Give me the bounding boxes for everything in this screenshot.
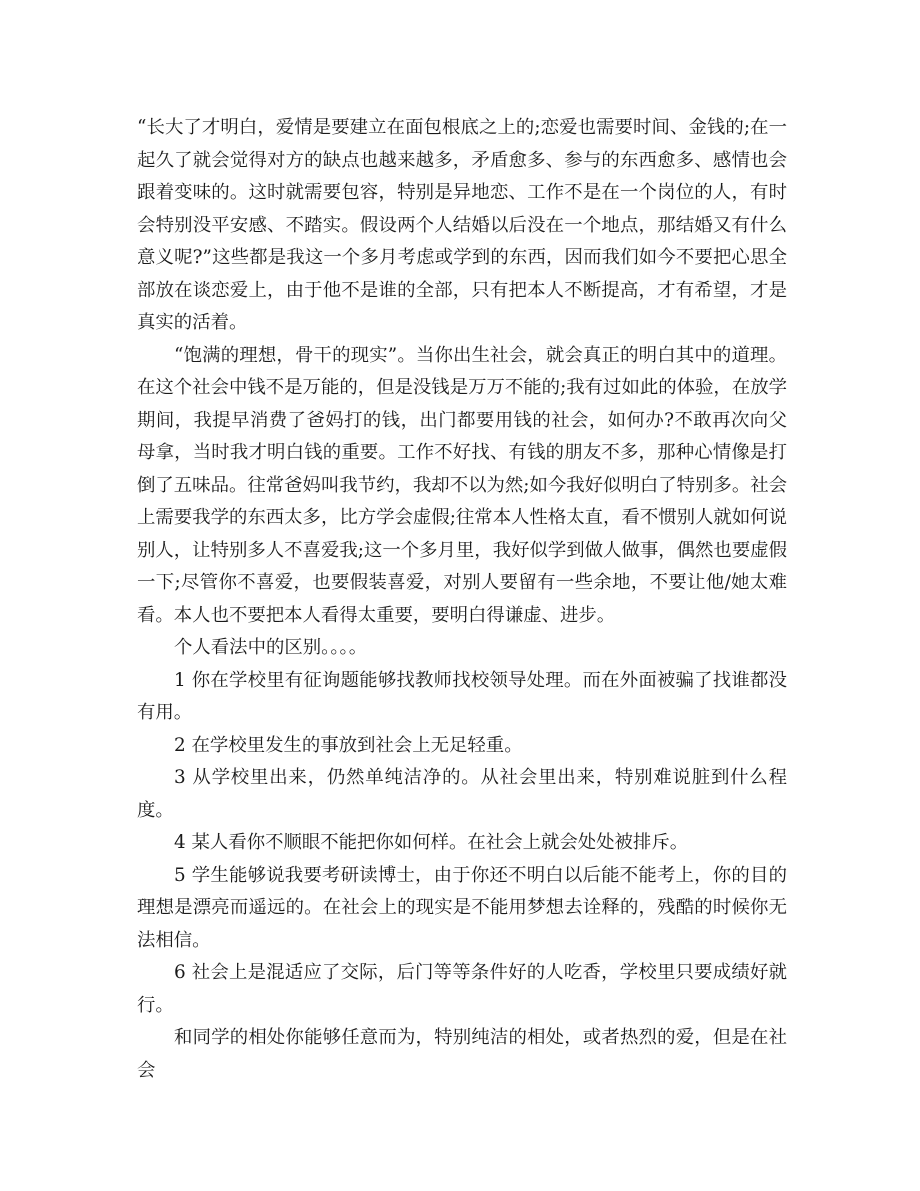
list-item-3: 3 从学校里出来，仍然单纯洁净的。从社会里出来，特别难说脏到什么程度。 bbox=[137, 767, 787, 821]
list-item-4: 4 某人看你不顺眼不能把你如何样。在社会上就会处处被排斥。 bbox=[174, 832, 689, 853]
document-body bbox=[137, 112, 787, 1087]
paragraph-differences-heading: 个人看法中的区别。。。。 bbox=[174, 637, 368, 658]
list-item-6: 6 社会上是混适应了交际，后门等等条件好的人吃香，学校里只要成绩好就行。 bbox=[137, 962, 787, 1016]
list-item-2: 2 在学校里发生的事放到社会上无足轻重。 bbox=[174, 734, 523, 756]
paragraph-classmates: 和同学的相处你能够任意而为，特别纯洁的相处，或者热烈的爱，但是在社会 bbox=[137, 1027, 787, 1081]
list-item-1: 1 你在学校里有征询题能够找教师找校领导处理。而在外面被骗了找谁都没有用。 bbox=[137, 669, 787, 723]
list-item-5: 5 学生能够说我要考研读博士，由于你还不明白以后能不能考上，你的目的理想是漂亮而遥远的。在社会上的现实是不能用梦想去诠释的，残酷的时候你无法相信。 bbox=[137, 864, 787, 951]
paragraph-ideal-reality: “饱满的理想，骨干的现实”。当你出生社会，就会真正的明白其中的道理。在这个社会中钱不是万能的，但是没钱是万万不能的;我有过如此的体验，在放学期间，我提早消费了爸妈打的钱，出门都要用钱的社会，如何办?不敢再次向父母拿，当时我才明白钱的重要。工作不好找、有钱的朋友不多，那种心情像是打倒了五味品。往常爸妈叫我节约，我却不以为然;如今我好似明白了特别多。社会上需要我学的东西太多，比方学会虚假;往常本人性格太直，看不惯别人就如何说别人，让特别多人不喜爱我;这一个多月里，我好似学到做人做事，偶然也要虚假一下;尽管你不喜爱，也要假装喜爱，对别人要留有一些余地，不要让他/她太难看。本人也不要把本人看得太重要，要明白得谦虚、进步。 bbox=[137, 344, 787, 626]
paragraph-love-reflection: “长大了才明白，爱情是要建立在面包根底之上的;恋爱也需要时间、金钱的;在一起久了就会觉得对方的缺点也越来越多，矛盾愈多、参与的东西愈多、感情也会跟着变味的。这时就需要包容，特别是异地恋、工作不是在一个岗位的人，有时会特别没平安感、不踏实。假设两个人结婚以后没在一个地点，那结婚又有什么意义呢?”这些都是我这一个多月考虑或学到的东西，因而我们如今不要把心思全部放在谈恋爱上，由于他不是谁的全部，只有把本人不断提高，才有希望，才是真实的活着。 bbox=[137, 117, 787, 333]
